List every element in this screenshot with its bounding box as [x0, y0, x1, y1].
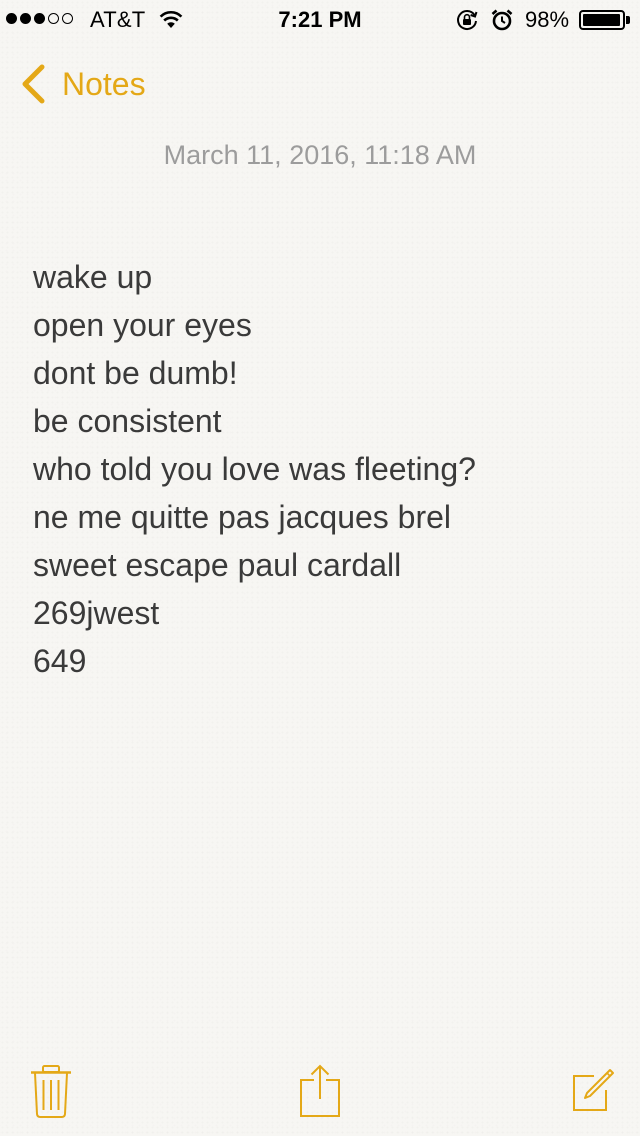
carrier-name: AT&T — [90, 7, 146, 32]
compose-icon — [570, 1060, 616, 1124]
chevron-left-icon — [18, 62, 48, 106]
back-button-label: Notes — [62, 65, 146, 102]
rotation-lock-icon — [455, 9, 479, 31]
status-time: 7:21 PM — [278, 7, 362, 32]
delete-note-button[interactable] — [28, 1060, 74, 1124]
alarm-icon — [490, 8, 514, 32]
share-icon — [296, 1060, 344, 1124]
back-to-notes-button[interactable] — [18, 62, 146, 106]
note-line[interactable]: 649 — [33, 643, 87, 679]
note-line[interactable]: dont be dumb! — [33, 355, 238, 391]
note-line[interactable]: 269jwest — [33, 595, 160, 631]
note-line[interactable]: be consistent — [33, 403, 222, 439]
battery-icon — [579, 10, 631, 30]
trash-icon — [28, 1060, 74, 1124]
status-bar — [0, 0, 640, 40]
note-line[interactable]: open your eyes — [33, 307, 252, 343]
share-button[interactable] — [296, 1060, 344, 1124]
note-timestamp: March 11, 2016, 11:18 AM — [163, 140, 477, 170]
note-line[interactable]: who told you love was fleeting? — [33, 451, 476, 487]
note-line[interactable]: wake up — [33, 259, 153, 295]
battery-percentage: 98% — [525, 7, 570, 32]
note-line[interactable]: ne me quitte pas jacques brel — [33, 499, 452, 535]
note-line[interactable]: sweet escape paul cardall — [33, 547, 402, 583]
note-body[interactable] — [33, 253, 613, 685]
compose-note-button[interactable] — [570, 1060, 616, 1124]
